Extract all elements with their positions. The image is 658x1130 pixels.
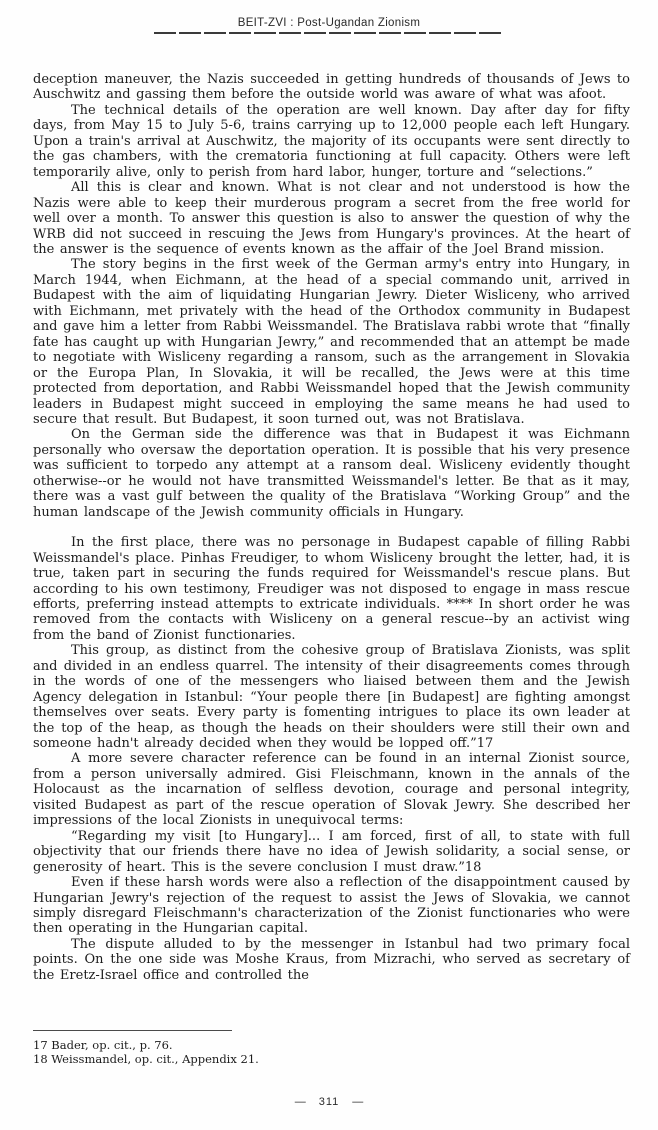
body-paragraph: This group, as distinct from the cohesive group of Bratislava Zionists, was split and divided in an endless quarrel. The intensity of their disagreements comes through in the words of one of the messengers who liaised between them and the Jewish Agency delegation in Istanbul: “Your people there [in Budapest] are fighting amongst themselves over seats. Every party is fomenting intrigues to place its own leader at the top of the heap, as though the heads on their shoulders were still their own and someone hadn't already decided when they would be lopped off.”17 xyxy=(33,643,630,752)
body-paragraph: All this is clear and known. What is not clear and not understood is how the Nazis were able to keep their murderous program a secret from the free world for well over a month. To answer this question is also to answer the question of why the WRB did not succeed in rescuing the Jews from Hungary's provinces. At the heart of the answer is the sequence of events known as the affair of the Joel Brand mission. xyxy=(33,180,630,257)
body-paragraph: Even if these harsh words were also a reflection of the disappointment caused by Hungarian Jewry's rejection of the request to assist the Jews of Slovakia, we cannot simply disregard Fleischmann's characterization of the Zionist functionaries who were then operating in the Hungarian capital. xyxy=(33,875,630,937)
body-paragraph: The story begins in the first week of the German army's entry into Hungary, in March 1944, when Eichmann, at the head of a special commando unit, arrived in Budapest with the aim of liquidating Hungarian Jewry. Dieter Wisliceny, who arrived with Eichmann, met privately with the head of the Orthodox community in Budapest and gave him a letter from Rabbi Weissmandel. The Bratislava rabbi wrote that “finally fate has caught up with Hungarian Jewry,” and recommended that an attempt be made to negotiate with Wisliceny regarding a ransom, such as the arrangement in Slovakia or the Europa Plan, In Slovakia, it will be recalled, the Jews were at this time protected from deportation, and Rabbi Weissmandel hoped that the Jewish community leaders in Budapest might succeed in employing the same means he had used to secure that result. But Budapest, it soon turned out, was not Bratislava. xyxy=(33,257,630,427)
body-paragraph: The dispute alluded to by the messenger in Istanbul had two primary focal points. On the one side was Moshe Kraus, from Mizrachi, who served as secretary of the Eretz-Israel office and controlled the xyxy=(33,936,630,983)
body-paragraph: On the German side the difference was that in Budapest it was Eichmann personally who oversaw the deportation operation. It is possible that his very presence was sufficient to torpedo any attempt at a ransom deal. Wisliceny evidently thought otherwise--or he would not have transmitted Weissmandel's letter. Be that as it may, there was a vast gulf between the quality of the Bratislava “Working Group” and the human landscape of the Jewish community officials in Hungary. xyxy=(33,427,630,520)
footnote: 17 Bader, op. cit., p. 76. xyxy=(33,1038,173,1052)
footer-right-dash: — xyxy=(352,1096,364,1108)
body-paragraph: A more severe character reference can be found in an internal Zionist source, from a person universally admired. Gisi Fleischmann, known in the annals of the Holocaust as the incarnation of selfless devotion, courage and personal integrity, visited Budapest as part of the rescue operation of Slovak Jewry. She described her impressions of the local Zionists in unequivocal terms: xyxy=(33,751,630,829)
header-rule xyxy=(154,32,504,34)
body-paragraph: deception maneuver, the Nazis succeeded in getting hundreds of thousands of Jews to Auschwitz and gassing them before the outside world was aware of what was afoot. xyxy=(33,72,630,103)
page-number: 311 xyxy=(318,1096,340,1108)
body-paragraph: “Regarding my visit [to Hungary]... I am forced, first of all, to state with full objectivity that our friends there have no idea of Jewish solidarity, a social sense, or generosity of heart. This is the severe conclusion I must draw.”18 xyxy=(33,828,630,875)
page-footer xyxy=(0,1096,658,1108)
body-paragraph: In the first place, there was no personage in Budapest capable of filling Rabbi Weissmandel's place. Pinhas Freudiger, to whom Wisliceny brought the letter, had, it is true, taken part in securing the funds required for Weissmandel's rescue plans. But according to his own testimony, Freudiger was not disposed to engage in mass rescue efforts, preferring instead attempts to extricate individuals. **** In short order he was removed from the contacts with Wisliceny on a general rescue--by an activist wing from the band of Zionist functionaries. xyxy=(33,535,630,643)
footnote-rule xyxy=(33,1030,232,1031)
footnote-block xyxy=(33,1030,433,1066)
body-paragraph: The technical details of the operation are well known. Day after day for fifty days, from May 15 to July 5-6, trains carrying up to 12,000 people each left Hungary. Upon a train's arrival at Auschwitz, the majority of its occupants were sent directly to the gas chambers, with the crematoria functioning at full capacity. Others were left temporarily alive, only to perish from hard labor, hunger, torture and “selections.” xyxy=(33,102,630,180)
footer-left-dash: — xyxy=(294,1096,306,1108)
footnote: 18 Weissmandel, op. cit., Appendix 21. xyxy=(33,1051,259,1066)
body-text xyxy=(33,72,630,983)
running-header-title: BEIT-ZVI : Post-Ugandan Zionism xyxy=(237,17,421,29)
